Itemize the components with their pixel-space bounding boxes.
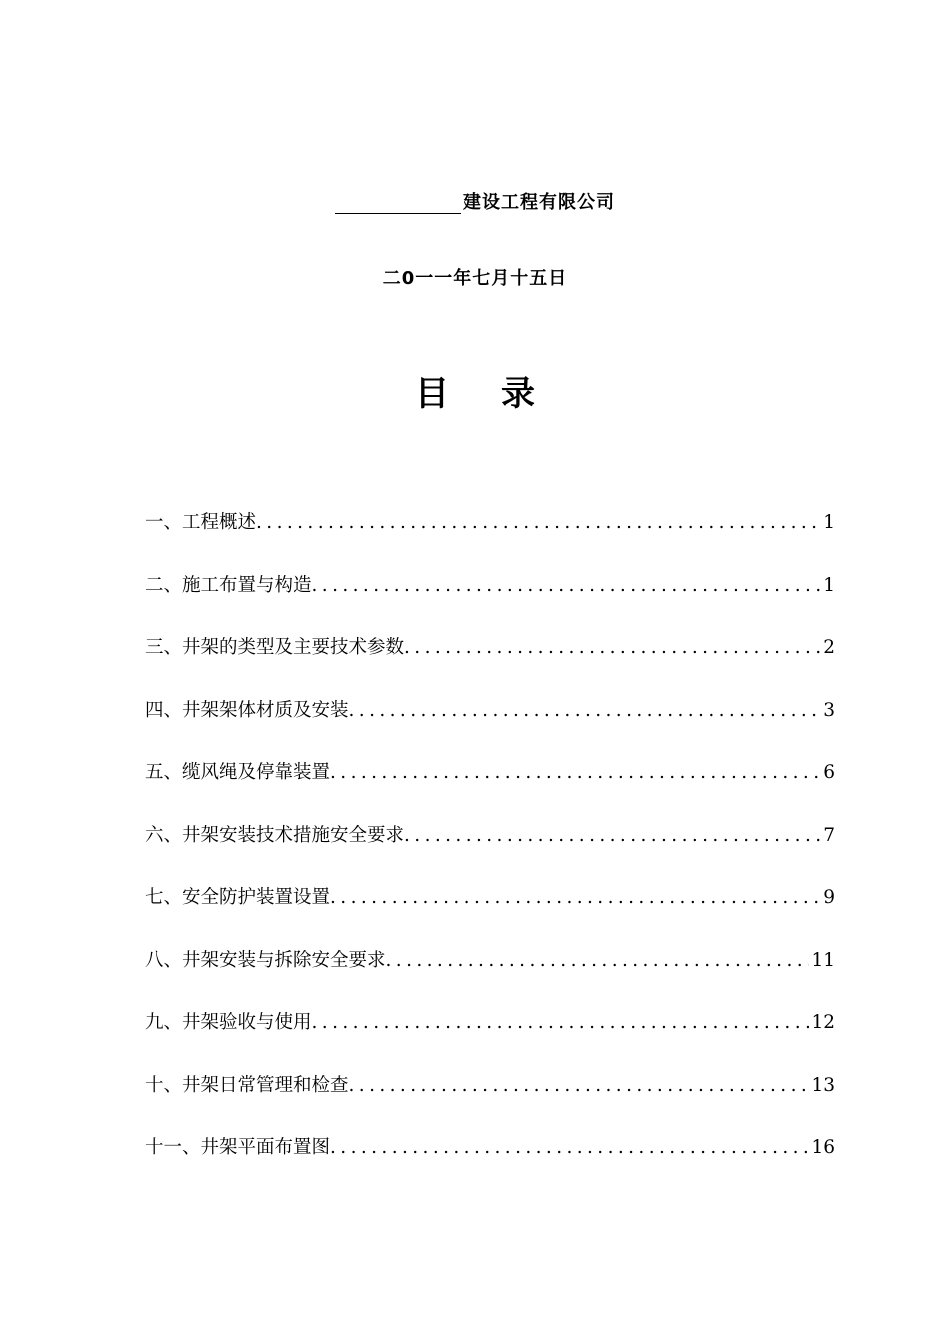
toc-entry-label: 五、缆风绳及停靠装置 [145, 762, 331, 783]
toc-title-char-1: 目 [415, 374, 449, 414]
toc-entry-label: 十一、井架平面布置图 [145, 1137, 331, 1158]
toc-entry[interactable] [145, 1005, 835, 1068]
toc-entry-label: 一、工程概述 [145, 512, 257, 533]
toc-leader-dots [386, 943, 810, 979]
toc-entry-label: 二、施工布置与构造 [145, 574, 312, 596]
toc-leader-dots [330, 1130, 809, 1166]
toc-leader-dots [330, 755, 821, 791]
toc-entry[interactable] [145, 818, 835, 881]
toc-entry-page: 7 [823, 824, 835, 846]
toc-entry-page: 6 [823, 762, 835, 783]
toc-entry[interactable] [145, 880, 835, 943]
company-name-suffix: 建设工程有限公司 [463, 192, 615, 213]
toc-entry-label: 七、安全防护装置设置 [145, 887, 331, 908]
company-name-line [0, 188, 950, 214]
toc-entry-page: 1 [823, 512, 835, 533]
document-date: 二0一一年七月十五日 [382, 268, 568, 289]
toc-entry-label: 十、井架日常管理和检查 [145, 1074, 349, 1096]
toc-entry-label: 六、井架安装技术措施安全要求 [145, 824, 405, 846]
table-of-contents [145, 505, 835, 1193]
toc-entry[interactable] [145, 1068, 835, 1131]
toc-leader-dots [349, 693, 822, 729]
toc-leader-dots [312, 568, 822, 604]
toc-leader-dots [404, 818, 821, 854]
toc-entry-page: 1 [823, 574, 835, 596]
toc-entry-page: 12 [811, 1012, 835, 1033]
toc-entry[interactable] [145, 568, 835, 631]
toc-title [0, 366, 950, 415]
toc-leader-dots [330, 880, 821, 916]
toc-title-char-2: 录 [501, 374, 535, 414]
toc-entry-label: 三、井架的类型及主要技术参数 [145, 637, 405, 658]
toc-leader-dots [404, 630, 821, 666]
toc-entry-label: 九、井架验收与使用 [145, 1012, 312, 1033]
company-name-blank [335, 193, 461, 214]
toc-entry-page: 2 [823, 637, 835, 658]
toc-entry-label: 八、井架安装与拆除安全要求 [145, 949, 386, 971]
toc-leader-dots [349, 1068, 810, 1104]
toc-entry[interactable] [145, 630, 835, 693]
toc-entry[interactable] [145, 1130, 835, 1193]
toc-entry[interactable] [145, 693, 835, 756]
toc-entry[interactable] [145, 943, 835, 1006]
toc-entry-page: 11 [811, 949, 835, 971]
toc-entry-page: 13 [811, 1074, 835, 1096]
toc-entry-page: 16 [811, 1137, 835, 1158]
toc-entry[interactable] [145, 755, 835, 818]
toc-leader-dots [256, 505, 821, 541]
toc-entry-label: 四、井架架体材质及安装 [145, 699, 349, 721]
toc-entry-page: 3 [823, 699, 835, 721]
toc-entry[interactable] [145, 505, 835, 568]
toc-entry-page: 9 [823, 887, 835, 908]
toc-leader-dots [312, 1005, 810, 1041]
